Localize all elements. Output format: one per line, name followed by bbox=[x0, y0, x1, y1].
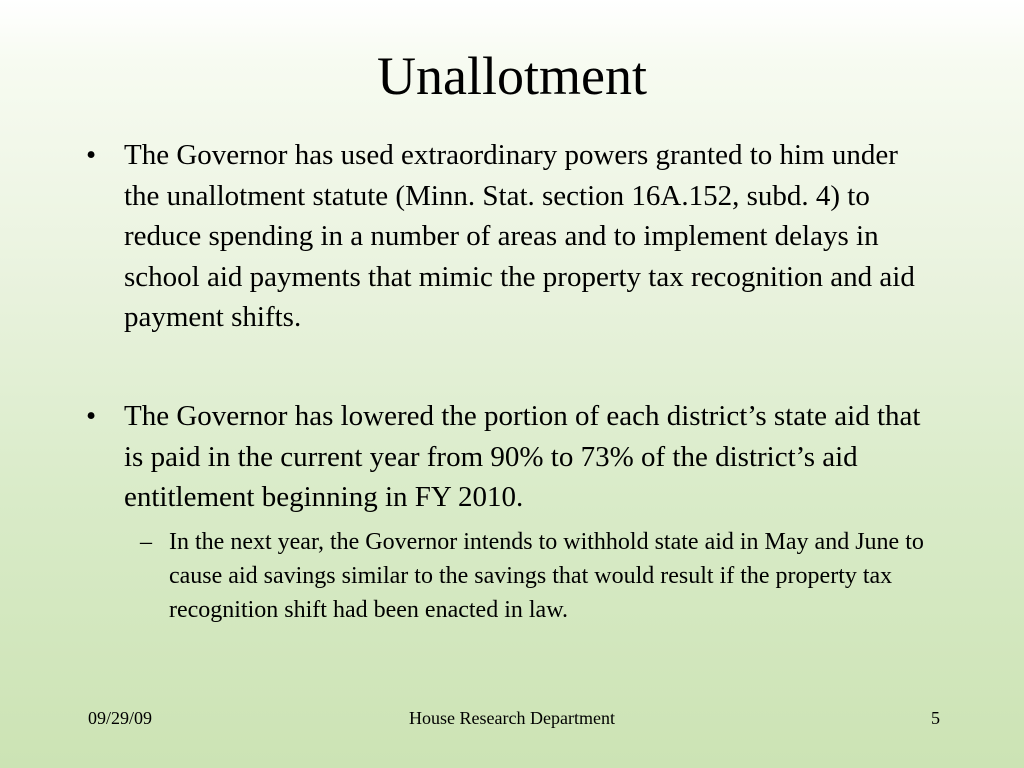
subbullet-marker: – bbox=[140, 529, 152, 555]
bullet-marker: • bbox=[86, 400, 97, 432]
subbullet-text: In the next year, the Governor intends to withhold state aid in May and June to cause aid savings similar to the savings that would result if the property tax recognition shift had been enacted in law. bbox=[169, 529, 924, 623]
footer-page-number: 5 bbox=[931, 708, 940, 728]
bullet-text: The Governor has lowered the portion of each district’s state aid that is paid in the current year from 90% to 73% of the district’s aid entitlement beginning in FY 2010. bbox=[124, 400, 921, 513]
bullet-text: The Governor has used extraordinary powers granted to him under the unallotment statute (Minn. Stat. section 16A.152, subd. 4) to reduce spending in a number of areas and to implement delays in school aid payments that mimic the property tax recognition and aid payment shifts. bbox=[124, 139, 915, 333]
slide-title: Unallotment bbox=[377, 46, 647, 106]
bullet-marker: • bbox=[86, 139, 97, 171]
footer-department: House Research Department bbox=[409, 708, 615, 728]
footer-date: 09/29/09 bbox=[88, 708, 153, 728]
